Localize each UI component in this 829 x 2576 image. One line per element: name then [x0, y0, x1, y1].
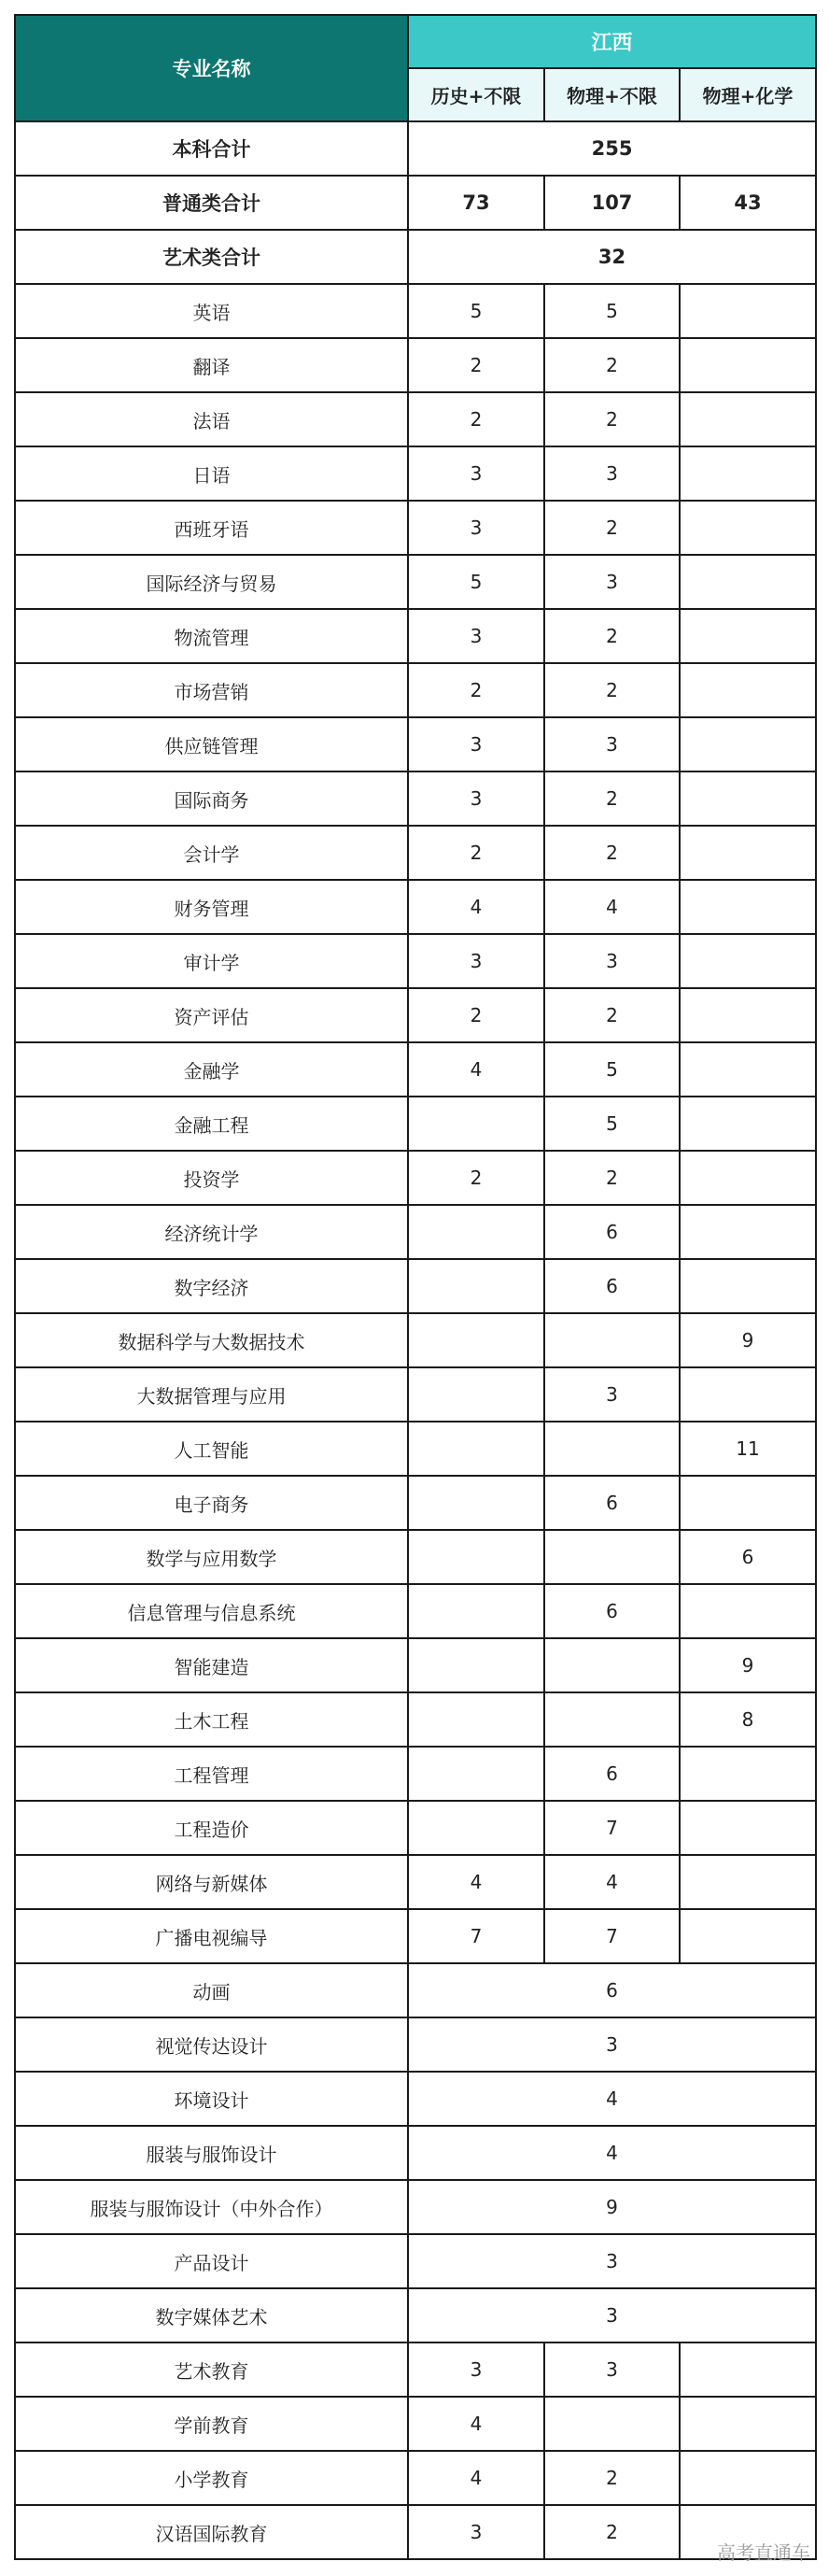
- count-physics-cell: [544, 2397, 680, 2451]
- table-row: [15, 1692, 816, 1747]
- count-history-cell: 2: [408, 988, 544, 1042]
- count-history-cell: 7: [408, 1909, 544, 1963]
- table-row: [15, 2234, 816, 2288]
- count-physics-chemistry-cell: [680, 1584, 816, 1638]
- count-physics-chemistry-cell: [680, 717, 816, 771]
- table-row: [15, 1205, 816, 1259]
- table-row: [15, 826, 816, 880]
- count-physics-cell: [544, 1530, 680, 1584]
- count-physics-cell: [544, 1313, 680, 1367]
- major-name-cell: 电子商务: [15, 1476, 408, 1530]
- table-row: [15, 555, 816, 609]
- major-name-cell: 英语: [15, 284, 408, 338]
- count-physics-chemistry-cell: [680, 338, 816, 392]
- table-row: [15, 1801, 816, 1855]
- merged-count-cell: 3: [408, 2234, 816, 2288]
- major-name-cell: 学前教育: [15, 2397, 408, 2451]
- count-history-cell: 3: [408, 2342, 544, 2397]
- major-name-cell: 艺术教育: [15, 2342, 408, 2397]
- count-history-cell: 3: [408, 771, 544, 826]
- subject-header-history: 历史+不限: [408, 68, 544, 121]
- subject-header-physics-chemistry: 物理+化学: [680, 68, 816, 121]
- count-physics-chemistry-cell: [680, 2451, 816, 2505]
- table-row: [15, 2342, 816, 2397]
- count-physics-chemistry-cell: [680, 988, 816, 1042]
- major-name-cell: 视觉传达设计: [15, 2017, 408, 2072]
- count-physics-cell: 2: [544, 826, 680, 880]
- count-physics-cell: 2: [544, 1151, 680, 1205]
- count-history-cell: 4: [408, 2451, 544, 2505]
- count-physics-chemistry-cell: [680, 1097, 816, 1151]
- count-physics-cell: 5: [544, 1097, 680, 1151]
- count-physics-chemistry-cell: [680, 771, 816, 826]
- header-row: [15, 15, 816, 68]
- table-row: [15, 1476, 816, 1530]
- count-physics-cell: 3: [544, 934, 680, 988]
- count-physics-cell: 4: [544, 1855, 680, 1909]
- count-physics-cell: 2: [544, 663, 680, 717]
- table-row: [15, 717, 816, 771]
- table-row: [15, 609, 816, 663]
- count-physics-chemistry-cell: [680, 880, 816, 934]
- table-row: [15, 2180, 816, 2234]
- count-physics-cell: 3: [544, 446, 680, 501]
- count-history-cell: 4: [408, 1042, 544, 1097]
- count-history-cell: 4: [408, 2397, 544, 2451]
- count-physics-chemistry-cell: [680, 2397, 816, 2451]
- count-physics-cell: 3: [544, 2342, 680, 2397]
- count-physics-chemistry-cell: [680, 663, 816, 717]
- count-physics-cell: 3: [544, 555, 680, 609]
- major-name-cell: 国际经济与贸易: [15, 555, 408, 609]
- count-physics-chemistry-cell: [680, 555, 816, 609]
- count-history-cell: [408, 1801, 544, 1855]
- count-physics-cell: 6: [544, 1476, 680, 1530]
- count-physics-cell: 3: [544, 717, 680, 771]
- major-name-cell: 西班牙语: [15, 501, 408, 555]
- count-physics-chemistry-cell: [680, 1259, 816, 1313]
- count-physics-chemistry-cell: 43: [680, 176, 816, 230]
- major-name-cell: 小学教育: [15, 2451, 408, 2505]
- count-history-cell: 2: [408, 826, 544, 880]
- count-history-cell: 2: [408, 663, 544, 717]
- count-physics-chemistry-cell: 11: [680, 1422, 816, 1476]
- table-row: [15, 2017, 816, 2072]
- major-name-cell: 数字经济: [15, 1259, 408, 1313]
- major-name-cell: 数字媒体艺术: [15, 2288, 408, 2342]
- count-physics-chemistry-cell: [680, 446, 816, 501]
- major-name-cell: 投资学: [15, 1151, 408, 1205]
- count-physics-cell: 2: [544, 392, 680, 446]
- major-name-cell: 金融工程: [15, 1097, 408, 1151]
- table-row: [15, 1855, 816, 1909]
- count-history-cell: [408, 1476, 544, 1530]
- major-name-cell: 国际商务: [15, 771, 408, 826]
- count-physics-cell: 7: [544, 1801, 680, 1855]
- count-history-cell: [408, 1747, 544, 1801]
- count-physics-cell: 5: [544, 284, 680, 338]
- major-name-cell: 物流管理: [15, 609, 408, 663]
- count-history-cell: 3: [408, 934, 544, 988]
- count-physics-cell: [544, 1422, 680, 1476]
- count-physics-cell: 2: [544, 988, 680, 1042]
- count-physics-cell: 4: [544, 880, 680, 934]
- count-history-cell: 73: [408, 176, 544, 230]
- count-physics-chemistry-cell: [680, 826, 816, 880]
- count-physics-cell: 5: [544, 1042, 680, 1097]
- count-history-cell: [408, 1530, 544, 1584]
- major-name-cell: 数据科学与大数据技术: [15, 1313, 408, 1367]
- count-physics-chemistry-cell: [680, 609, 816, 663]
- count-physics-chemistry-cell: [680, 501, 816, 555]
- merged-count-cell: 6: [408, 1963, 816, 2017]
- count-physics-chemistry-cell: [680, 1801, 816, 1855]
- table-row: [15, 663, 816, 717]
- table-row: [15, 1259, 816, 1313]
- major-name-cell: 大数据管理与应用: [15, 1367, 408, 1422]
- count-physics-cell: 6: [544, 1747, 680, 1801]
- major-name-header: 专业名称: [15, 15, 408, 121]
- count-history-cell: [408, 1259, 544, 1313]
- major-name-cell: 市场营销: [15, 663, 408, 717]
- table-row: [15, 2505, 816, 2559]
- major-name-cell: 翻译: [15, 338, 408, 392]
- major-name-cell: 会计学: [15, 826, 408, 880]
- count-history-cell: 4: [408, 880, 544, 934]
- major-name-cell: 人工智能: [15, 1422, 408, 1476]
- merged-count-cell: 4: [408, 2126, 816, 2180]
- count-history-cell: 2: [408, 338, 544, 392]
- major-name-cell: 土木工程: [15, 1692, 408, 1747]
- count-history-cell: [408, 1638, 544, 1692]
- table-row: [15, 284, 816, 338]
- count-physics-cell: 2: [544, 501, 680, 555]
- total-label: 艺术类合计: [15, 230, 408, 284]
- table-row: [15, 1422, 816, 1476]
- count-physics-chemistry-cell: [680, 934, 816, 988]
- table-row: [15, 1042, 816, 1097]
- table-row: [15, 2288, 816, 2342]
- count-history-cell: [408, 1205, 544, 1259]
- count-history-cell: 2: [408, 1151, 544, 1205]
- table-row: [15, 934, 816, 988]
- count-physics-cell: [544, 1638, 680, 1692]
- table-row: [15, 1963, 816, 2017]
- table-header: [15, 15, 816, 121]
- count-history-cell: 3: [408, 446, 544, 501]
- count-physics-chemistry-cell: [680, 1909, 816, 1963]
- major-name-cell: 法语: [15, 392, 408, 446]
- count-physics-cell: 2: [544, 2451, 680, 2505]
- count-physics-cell: 3: [544, 1367, 680, 1422]
- total-row: [15, 230, 816, 284]
- count-history-cell: 3: [408, 2505, 544, 2559]
- count-history-cell: [408, 1313, 544, 1367]
- count-physics-chemistry-cell: [680, 1855, 816, 1909]
- count-physics-cell: 2: [544, 771, 680, 826]
- merged-count-cell: 3: [408, 2017, 816, 2072]
- major-name-cell: 信息管理与信息系统: [15, 1584, 408, 1638]
- major-name-cell: 环境设计: [15, 2072, 408, 2126]
- count-physics-chemistry-cell: 9: [680, 1638, 816, 1692]
- count-physics-cell: 6: [544, 1205, 680, 1259]
- count-physics-cell: 2: [544, 338, 680, 392]
- table-row: [15, 1151, 816, 1205]
- table-row: [15, 2126, 816, 2180]
- count-physics-chemistry-cell: [680, 1042, 816, 1097]
- enrollment-table: [14, 14, 817, 2560]
- table-row: [15, 1747, 816, 1801]
- table-row: [15, 1638, 816, 1692]
- count-history-cell: 5: [408, 284, 544, 338]
- count-physics-cell: 7: [544, 1909, 680, 1963]
- total-row: [15, 121, 816, 176]
- table-row: [15, 1530, 816, 1584]
- watermark: 高考直通车: [717, 2541, 810, 2564]
- merged-count-cell: 32: [408, 230, 816, 284]
- count-history-cell: 4: [408, 1855, 544, 1909]
- major-name-cell: 供应链管理: [15, 717, 408, 771]
- merged-count-cell: 3: [408, 2288, 816, 2342]
- major-name-cell: 服装与服饰设计（中外合作）: [15, 2180, 408, 2234]
- major-name-cell: 日语: [15, 446, 408, 501]
- major-name-cell: 工程造价: [15, 1801, 408, 1855]
- count-physics-chemistry-cell: [680, 1476, 816, 1530]
- major-name-cell: 资产评估: [15, 988, 408, 1042]
- count-physics-chemistry-cell: 8: [680, 1692, 816, 1747]
- table-row: [15, 2451, 816, 2505]
- table-row: [15, 771, 816, 826]
- count-history-cell: [408, 1367, 544, 1422]
- count-history-cell: 5: [408, 555, 544, 609]
- major-name-cell: 金融学: [15, 1042, 408, 1097]
- count-physics-chemistry-cell: [680, 1747, 816, 1801]
- table-row: [15, 880, 816, 934]
- table-body: [15, 121, 816, 2559]
- major-name-cell: 服装与服饰设计: [15, 2126, 408, 2180]
- count-physics-chemistry-cell: [680, 1151, 816, 1205]
- major-name-cell: 经济统计学: [15, 1205, 408, 1259]
- table-row: [15, 338, 816, 392]
- count-physics-chemistry-cell: [680, 284, 816, 338]
- merged-count-cell: 255: [408, 121, 816, 176]
- table-row: [15, 2072, 816, 2126]
- count-physics-cell: 6: [544, 1584, 680, 1638]
- count-history-cell: 3: [408, 501, 544, 555]
- count-history-cell: [408, 1422, 544, 1476]
- province-header: 江西: [408, 15, 816, 68]
- table-row: [15, 1909, 816, 1963]
- count-physics-chemistry-cell: [680, 1367, 816, 1422]
- subject-header-physics: 物理+不限: [544, 68, 680, 121]
- table-row: [15, 1097, 816, 1151]
- count-history-cell: 2: [408, 392, 544, 446]
- major-name-cell: 产品设计: [15, 2234, 408, 2288]
- major-name-cell: 智能建造: [15, 1638, 408, 1692]
- major-name-cell: 工程管理: [15, 1747, 408, 1801]
- count-physics-cell: 2: [544, 2505, 680, 2559]
- table-row: [15, 501, 816, 555]
- table-row: [15, 1584, 816, 1638]
- count-history-cell: [408, 1692, 544, 1747]
- major-name-cell: 广播电视编导: [15, 1909, 408, 1963]
- count-physics-chemistry-cell: 9: [680, 1313, 816, 1367]
- count-history-cell: [408, 1097, 544, 1151]
- total-row: [15, 176, 816, 230]
- count-physics-cell: 2: [544, 609, 680, 663]
- count-history-cell: 3: [408, 609, 544, 663]
- major-name-cell: 审计学: [15, 934, 408, 988]
- count-physics-chemistry-cell: [680, 1205, 816, 1259]
- count-physics-chemistry-cell: 6: [680, 1530, 816, 1584]
- total-label: 本科合计: [15, 121, 408, 176]
- count-physics-cell: 6: [544, 1259, 680, 1313]
- major-name-cell: 网络与新媒体: [15, 1855, 408, 1909]
- major-name-cell: 数学与应用数学: [15, 1530, 408, 1584]
- merged-count-cell: 4: [408, 2072, 816, 2126]
- count-physics-chemistry-cell: [680, 2342, 816, 2397]
- table-row: [15, 1313, 816, 1367]
- table-row: [15, 2397, 816, 2451]
- table-row: [15, 1367, 816, 1422]
- count-physics-cell: [544, 1692, 680, 1747]
- merged-count-cell: 9: [408, 2180, 816, 2234]
- major-name-cell: 动画: [15, 1963, 408, 2017]
- table-row: [15, 446, 816, 501]
- major-name-cell: 财务管理: [15, 880, 408, 934]
- table-row: [15, 988, 816, 1042]
- count-physics-chemistry-cell: [680, 392, 816, 446]
- major-name-cell: 汉语国际教育: [15, 2505, 408, 2559]
- table-row: [15, 392, 816, 446]
- count-history-cell: [408, 1584, 544, 1638]
- count-history-cell: 3: [408, 717, 544, 771]
- count-physics-cell: 107: [544, 176, 680, 230]
- total-label: 普通类合计: [15, 176, 408, 230]
